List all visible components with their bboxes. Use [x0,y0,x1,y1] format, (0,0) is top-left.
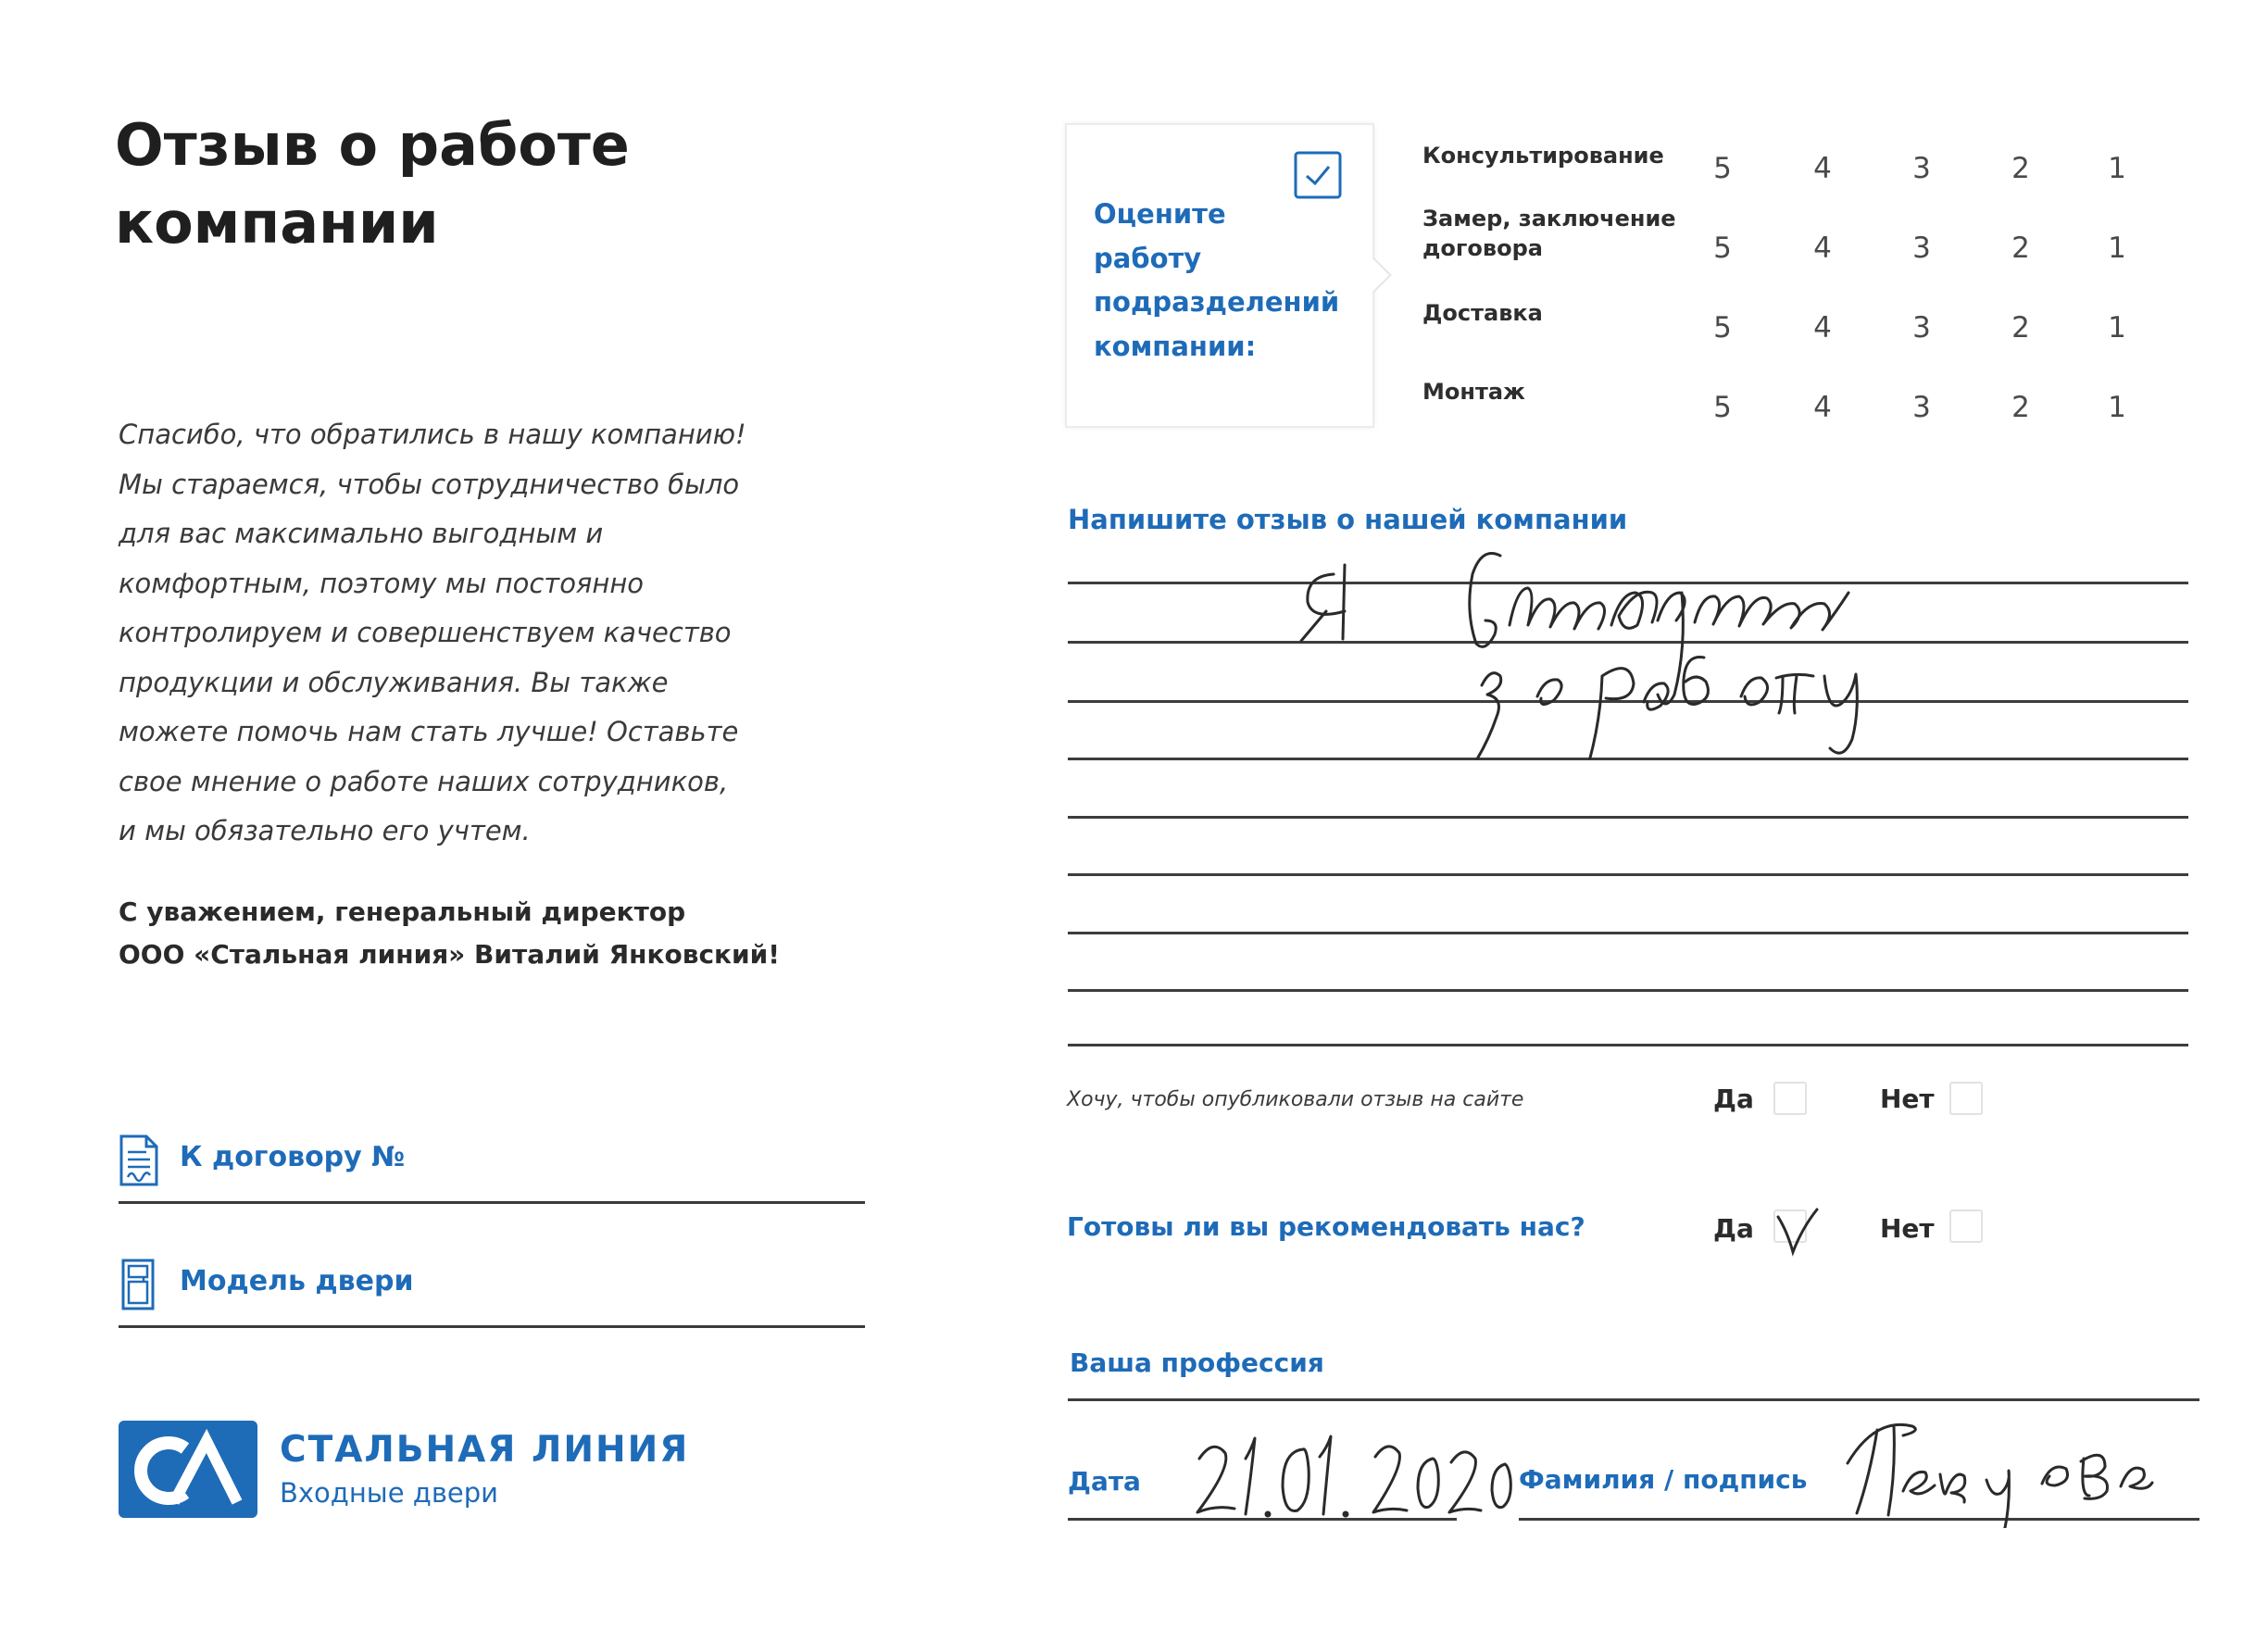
door-model-label: Модель двери [180,1265,414,1297]
score-option[interactable]: 3 [1912,232,1931,265]
regards-line-1: С уважением, генеральный директор [119,896,686,927]
door-icon [119,1258,159,1311]
score-option[interactable]: 5 [1713,391,1732,424]
rating-prompt-line: компании: [1094,330,1257,362]
intro-line: можете помочь нам стать лучше! Оставьте [119,716,739,747]
recommend-yes-label: Да [1713,1213,1754,1244]
handwritten-review [1278,537,2074,759]
category-delivery [1422,298,1700,328]
score-option[interactable]: 5 [1713,232,1732,265]
review-line[interactable] [1068,873,2188,876]
score-option[interactable]: 3 [1912,391,1931,424]
score-option[interactable]: 2 [2011,152,2030,185]
score-option[interactable]: 3 [1912,152,1931,185]
rating-prompt [1094,193,1362,369]
review-line[interactable] [1068,1044,2188,1046]
rating-prompt-line: работу [1094,242,1202,274]
page-title [115,107,856,262]
intro-line: Спасибо, что обратились в нашу компанию! [119,419,746,450]
signature-label: Фамилия / подпись [1519,1464,1808,1495]
score-option[interactable]: 1 [2108,152,2126,185]
category-label: Монтаж [1422,379,1525,405]
category-label: Доставка [1422,300,1543,326]
date-label: Дата [1068,1466,1141,1497]
brand-logo [119,1421,304,1522]
category-label: Замер, заключение [1422,206,1676,232]
score-option[interactable]: 1 [2108,391,2126,424]
publish-yes-label: Да [1713,1084,1754,1114]
handwritten-date [1190,1431,1542,1523]
door-model-field[interactable] [119,1254,865,1328]
page-title-line-1: Отзыв о работе [115,111,630,179]
category-installation [1422,377,1700,407]
profession-input-line[interactable] [1068,1398,2199,1401]
regards-text [119,891,859,976]
intro-line: для вас максимально выгодным и [119,518,604,549]
score-option[interactable]: 3 [1912,311,1931,345]
intro-line: и мы обязательно его учтем. [119,815,531,846]
category-label: Консультирование [1422,143,1664,169]
review-line[interactable] [1068,989,2188,992]
document-icon [119,1134,159,1187]
score-option[interactable]: 1 [2108,232,2126,265]
score-option[interactable]: 4 [1813,391,1832,424]
intro-line: комфортным, поэтому мы постоянно [119,567,645,599]
rating-prompt-line: подразделений [1094,286,1340,318]
contract-field[interactable] [119,1130,865,1204]
profession-label: Ваша профессия [1070,1347,1324,1378]
review-heading: Напишите отзыв о нашей компании [1068,504,1628,535]
door-model-input-line[interactable] [119,1325,865,1328]
handwritten-signature [1829,1408,2172,1528]
brand-tagline: Входные двери [280,1477,499,1509]
score-option[interactable]: 5 [1713,152,1732,185]
intro-line: свое мнение о работе наших сотрудников, [119,765,729,797]
publish-no-label: Нет [1880,1084,1935,1114]
category-consulting [1422,141,1700,170]
rating-prompt-line: Оцените [1094,198,1226,230]
recommend-question: Готовы ли вы рекомендовать нас? [1067,1211,1585,1242]
score-option[interactable]: 5 [1713,311,1732,345]
intro-line: Мы стараемся, чтобы сотрудничество было [119,468,740,500]
publish-question: Хочу, чтобы опубликовали отзыв на сайте [1067,1088,1524,1111]
publish-yes-checkbox[interactable] [1773,1082,1807,1115]
score-option[interactable]: 4 [1813,232,1832,265]
contract-input-line[interactable] [119,1201,865,1204]
publish-no-checkbox[interactable] [1949,1082,1983,1115]
score-option[interactable]: 2 [2011,232,2030,265]
recommend-no-checkbox[interactable] [1949,1209,1983,1243]
regards-line-2: ООО «Стальная линия» Виталий Янковский! [119,939,781,970]
score-option[interactable]: 2 [2011,391,2030,424]
review-line[interactable] [1068,816,2188,819]
contract-label: К договору № [180,1141,406,1173]
category-label: договора [1422,235,1543,261]
score-option[interactable]: 1 [2108,311,2126,345]
recommend-no-label: Нет [1880,1213,1935,1244]
intro-line: продукции и обслуживания. Вы также [119,666,669,698]
review-line[interactable] [1068,932,2188,934]
score-option[interactable]: 2 [2011,311,2030,345]
brand-name: СТАЛЬНАЯ ЛИНИЯ [280,1429,690,1471]
category-measurement [1422,204,1700,263]
intro-line: контролируем и совершенствуем качество [119,617,732,648]
score-option[interactable]: 4 [1813,152,1832,185]
intro-text [119,410,841,857]
score-option[interactable]: 4 [1813,311,1832,345]
page-title-line-2: компании [115,189,439,257]
handwritten-check-mark-icon [1771,1204,1826,1259]
